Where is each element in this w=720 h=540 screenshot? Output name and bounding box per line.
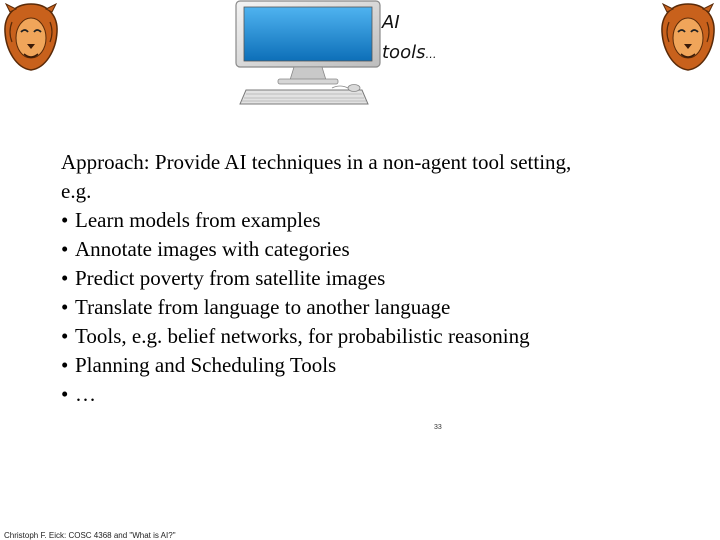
bullet-item [61,235,701,264]
bullet-icon: • [61,353,69,377]
lion-logo-left-icon [2,2,60,72]
slide-content [61,148,701,409]
slide-footer: Christoph F. Eick: COSC 4368 and "What is AI?" [4,531,176,540]
page-number: 33 [434,424,442,431]
intro-line-1: Approach: Provide AI techniques in a non-agent tool setting, [61,150,572,174]
intro-line-2: e.g. [61,179,92,203]
bullet-item [61,264,701,293]
slide-title [382,8,436,70]
bullet-item [61,206,701,235]
bullet-text: Tools, e.g. belief networks, for probabilistic reasoning [75,324,530,348]
title-line-1: AI [382,12,400,33]
bullet-item [61,322,701,351]
bullet-icon: • [61,295,69,319]
title-line-2: tools [382,42,426,63]
bullet-item [61,351,701,380]
bullet-text: Translate from language to another language [75,295,451,319]
bullet-text: … [75,382,96,406]
bullet-text: Learn models from examples [75,208,321,232]
computer-monitor-icon [234,0,382,108]
title-ellipsis: … [425,48,437,61]
bullet-icon: • [61,382,69,406]
bullet-icon: • [61,324,69,348]
bullet-icon: • [61,237,69,261]
bullet-icon: • [61,266,69,290]
bullet-icon: • [61,208,69,232]
bullet-text: Predict poverty from satellite images [75,266,386,290]
lion-logo-right-icon [659,2,717,72]
bullet-text: Annotate images with categories [75,237,350,261]
bullet-text: Planning and Scheduling Tools [75,353,337,377]
bullet-item [61,293,701,322]
bullet-item [61,380,701,409]
